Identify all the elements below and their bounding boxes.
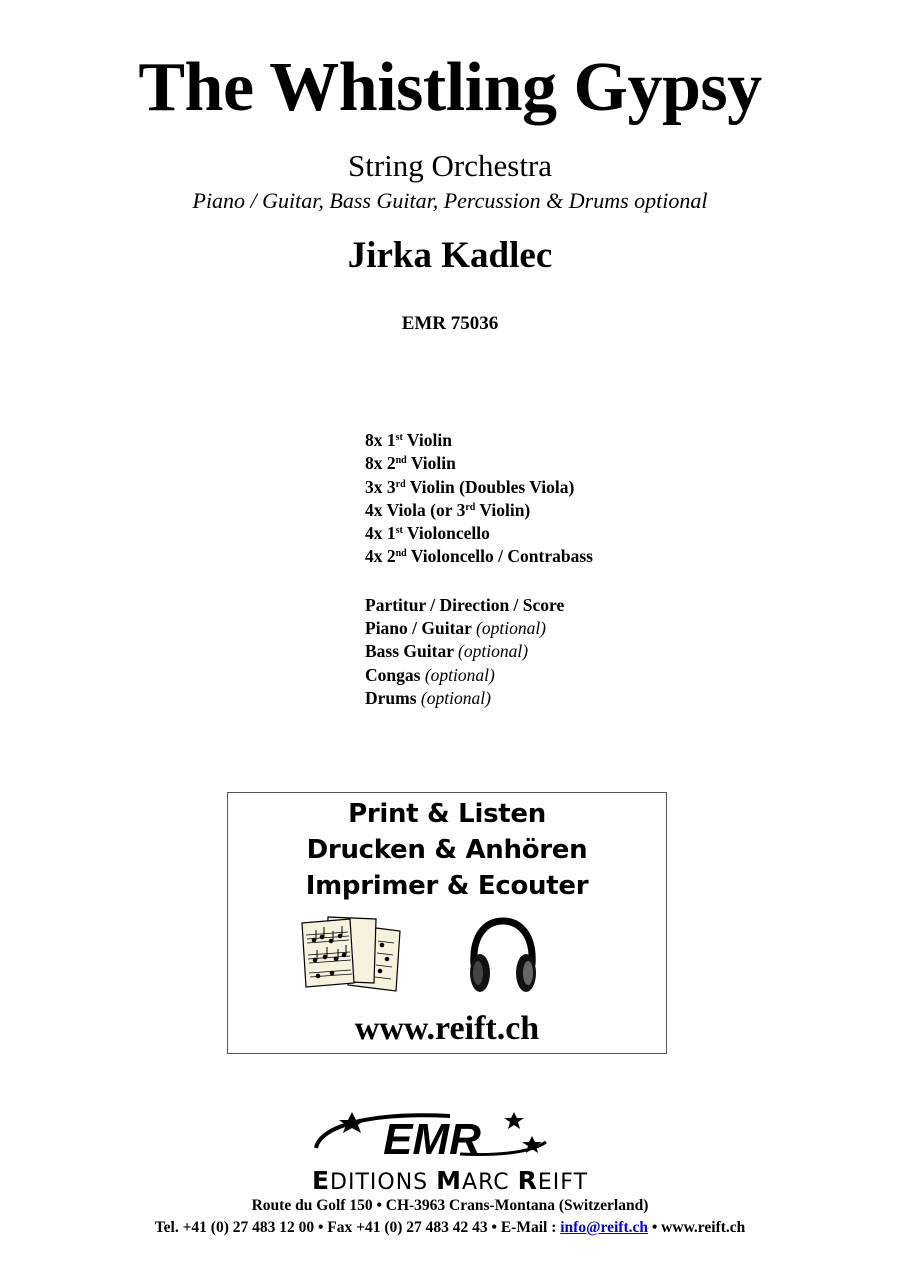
part-row: 3x 3rd Violin (Doubles Viola) — [365, 476, 575, 497]
catalog-number: EMR 75036 — [401, 313, 499, 334]
emr-logo — [310, 1108, 560, 1166]
svg-text:EMR: EMR — [383, 1115, 481, 1164]
publisher-address: Route du Golf 150 • CH-3963 Crans-Montana (Switzerland) — [251, 1197, 649, 1214]
print-listen-line: Imprimer & Ecouter — [305, 871, 589, 901]
part-row: 4x Viola (or 3rd Violin) — [365, 499, 531, 520]
website-link[interactable]: www.reift.ch — [354, 1010, 540, 1047]
part-row: 8x 2nd Violin — [365, 453, 456, 474]
composer-name: Jirka Kadlec — [347, 235, 553, 276]
sheet-music-icon — [300, 913, 412, 993]
part-row: Drums (optional) — [365, 687, 491, 708]
publisher-contact: Tel. +41 (0) 27 483 12 00 • Fax +41 (0) 27 483 42 43 • E-Mail : info@reift.ch • www.reift.ch — [154, 1219, 746, 1236]
print-listen-box — [227, 792, 667, 1054]
part-row: 4x 2nd Violoncello / Contrabass — [365, 546, 593, 567]
page-title: The Whistling Gypsy — [138, 49, 762, 126]
instrumentation-line: Piano / Guitar, Bass Guitar, Percussion & Drums optional — [192, 188, 708, 213]
parts-list — [365, 429, 593, 710]
part-row: Partitur / Direction / Score — [365, 594, 565, 615]
part-row: Congas (optional) — [365, 664, 495, 685]
publisher-name: EDITIONS MARC REIFT — [311, 1166, 589, 1195]
part-row: Bass Guitar (optional) — [365, 641, 529, 662]
email-link[interactable]: info@reift.ch — [560, 1219, 648, 1236]
print-listen-line: Print & Listen — [348, 799, 546, 829]
headphones-icon — [466, 917, 540, 997]
part-row: 4x 1st Violoncello — [365, 523, 490, 544]
part-row: 8x 1st Violin — [365, 430, 452, 450]
print-listen-line: Drucken & Anhören — [306, 835, 588, 865]
subtitle: String Orchestra — [347, 148, 553, 183]
part-row: Piano / Guitar (optional) — [365, 618, 547, 639]
